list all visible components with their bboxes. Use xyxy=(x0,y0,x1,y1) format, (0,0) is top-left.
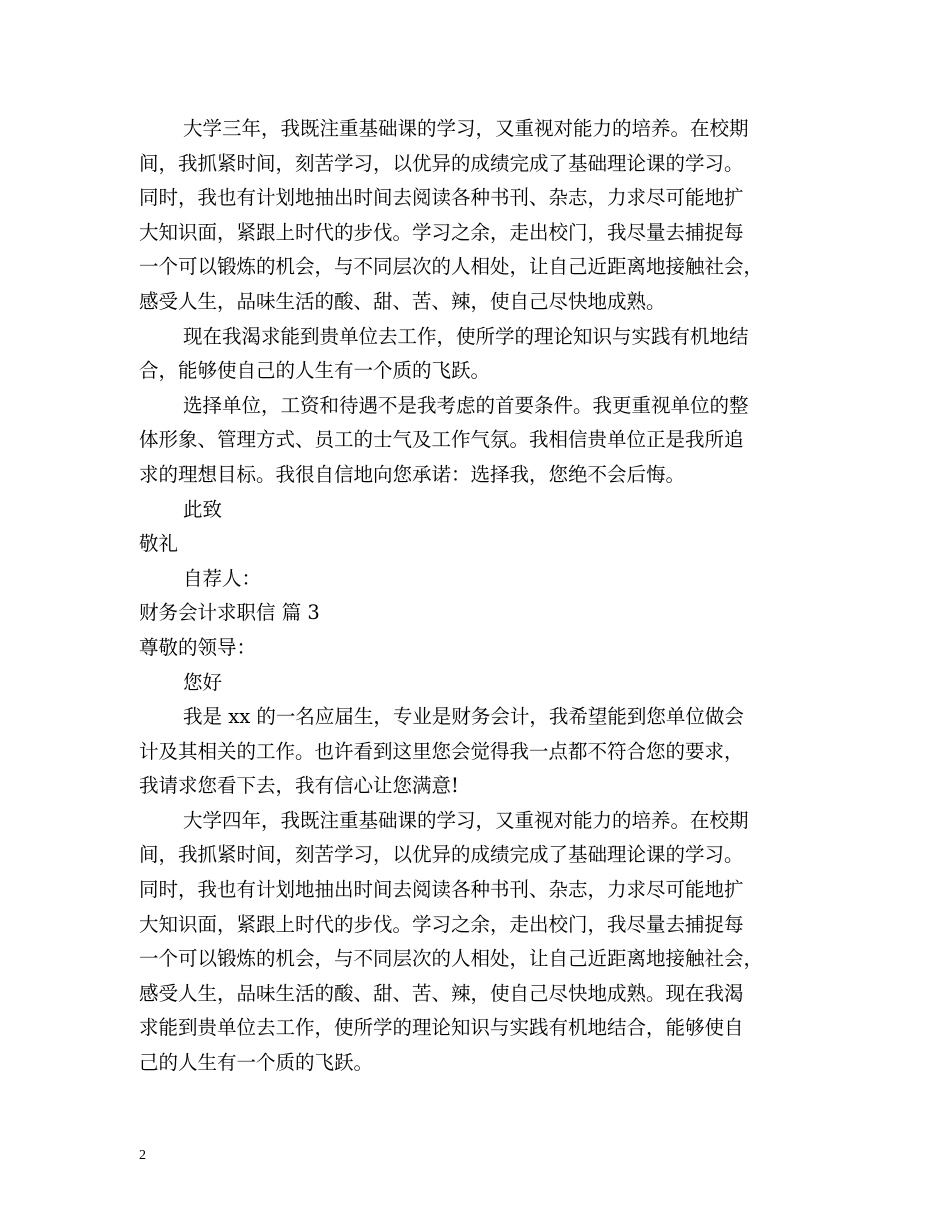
text-line: 财务会计求职信 篇 3 xyxy=(139,601,320,625)
text-line: 体形象、管理方式、员工的士气及工作气氛。我相信贵单位正是我所追 xyxy=(139,428,744,452)
text-line: 我是 xx 的一名应届生，专业是财务会计，我希望能到您单位做会 xyxy=(183,705,744,729)
text-line: 选择单位，工资和待遇不是我考虑的首要条件。我更重视单位的整 xyxy=(183,393,749,417)
text-line: 一个可以锻炼的机会，与不同层次的人相处，让自己近距离地接触社会， xyxy=(139,255,764,279)
text-line: 求能到贵单位去工作，使所学的理论知识与实践有机地结合，能够使自 xyxy=(139,1016,744,1040)
letter-body xyxy=(139,112,829,1081)
text-line: 计及其相关的工作。也许看到这里您会觉得我一点都不符合您的要求， xyxy=(139,739,744,763)
text-line: 一个可以锻炼的机会，与不同层次的人相处，让自己近距离地接触社会， xyxy=(139,947,764,971)
text-line: 合，能够使自己的人生有一个质的飞跃。 xyxy=(139,359,491,383)
text-line: 我请求您看下去，我有信心让您满意! xyxy=(139,774,459,798)
text-line: 己的人生有一个质的飞跃。 xyxy=(139,1051,374,1075)
text-line: 求的理想目标。我很自信地向您承诺：选择我，您绝不会后悔。 xyxy=(139,462,686,486)
text-line: 同时，我也有计划地抽出时间去阅读各种书刊、杂志，力求尽可能地扩 xyxy=(139,186,744,210)
text-line: 自荐人： xyxy=(183,566,262,590)
text-line: 尊敬的领导： xyxy=(139,635,257,659)
text-line: 大知识面，紧跟上时代的步伐。学习之余，走出校门，我尽量去捕捉每 xyxy=(139,220,744,244)
text-line: 大知识面，紧跟上时代的步伐。学习之余，走出校门，我尽量去捕捉每 xyxy=(139,912,744,936)
text-line: 感受人生，品味生活的酸、甜、苦、辣，使自己尽快地成熟。现在我渴 xyxy=(139,981,744,1005)
text-line: 现在我渴求能到贵单位去工作，使所学的理论知识与实践有机地结 xyxy=(183,324,749,348)
text-line: 敬礼 xyxy=(139,532,179,556)
page-number: 2 xyxy=(139,1148,146,1163)
text-line: 此致 xyxy=(183,497,223,521)
text-line: 感受人生，品味生活的酸、甜、苦、辣，使自己尽快地成熟。 xyxy=(139,289,666,313)
text-line: 大学三年，我既注重基础课的学习，又重视对能力的培养。在校期 xyxy=(183,117,749,140)
text-line: 间，我抓紧时间，刻苦学习，以优异的成绩完成了基础理论课的学习。 xyxy=(139,151,744,175)
text-line: 大学四年，我既注重基础课的学习，又重视对能力的培养。在校期 xyxy=(183,808,749,832)
text-line: 间，我抓紧时间，刻苦学习，以优异的成绩完成了基础理论课的学习。 xyxy=(139,843,744,867)
text-line: 同时，我也有计划地抽出时间去阅读各种书刊、杂志，力求尽可能地扩 xyxy=(139,878,744,902)
text-line: 您好 xyxy=(183,670,223,694)
